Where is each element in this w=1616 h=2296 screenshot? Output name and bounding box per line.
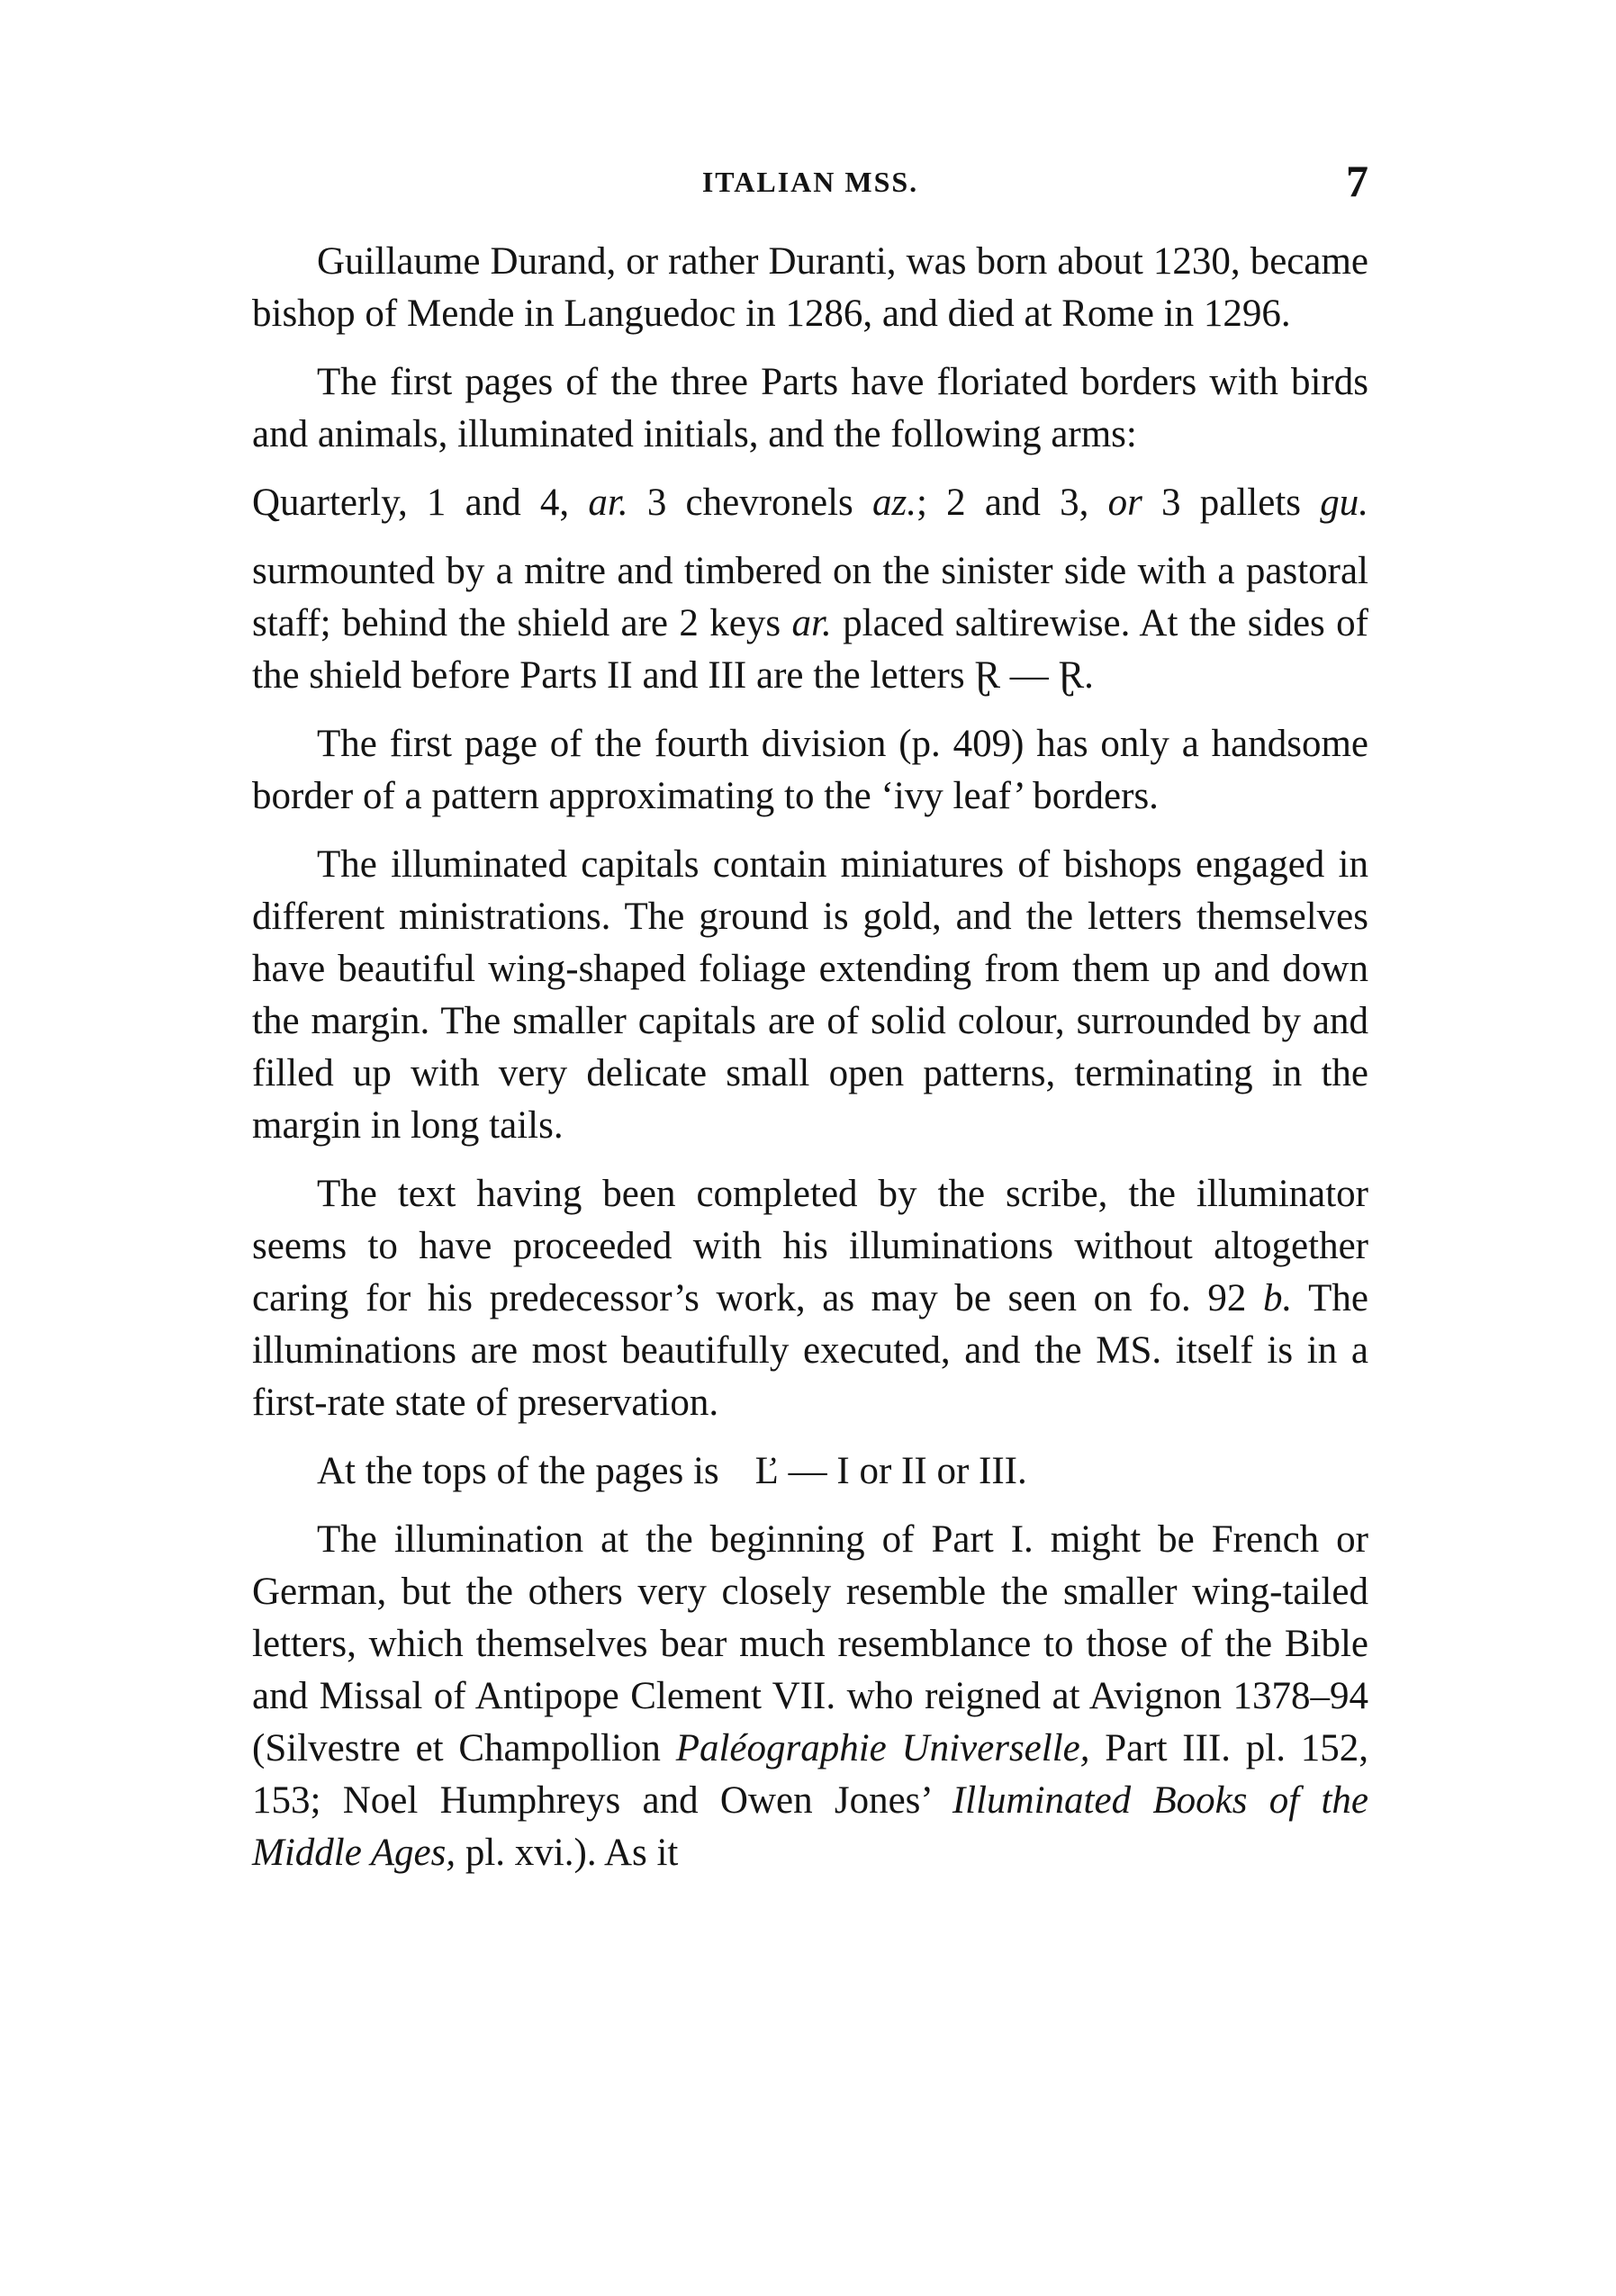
- text-run: The text having been completed by the scribe, the illuminator seems to have proceeded with his illuminations without altogether caring for his predecessor’s work, as may be seen on fo. 92: [252, 1173, 1368, 1319]
- text-run: ; 2 and 3,: [916, 482, 1108, 524]
- text-run: The illumination at the beginning of Part I. might be French or German, but the others very closely resemble the smaller wing-tailed letters, which themselves bear much resemblance to those of the Bible and Missal of Antipope Clement VII. who reigned at Avignon 1378–94 (Silvestre et Champollion: [252, 1518, 1368, 1769]
- paragraph-arms-blazon: [252, 477, 1368, 529]
- text-run: 3 pallets: [1142, 482, 1321, 524]
- italic-run: ar.: [588, 482, 628, 524]
- text-run: The illuminations are most beautifully executed, and the MS. itself is in a first-rate state of preservation.: [252, 1277, 1368, 1424]
- italic-run: Illuminated Books of the Middle Ages,: [252, 1779, 1368, 1874]
- paragraph-illumination: [252, 1514, 1368, 1879]
- text-run: placed saltirewise. At the sides of the shield before Parts II and III are the letters Ɽ — Ɽ.: [252, 602, 1368, 697]
- paragraph-page-tops: [252, 1445, 1368, 1498]
- body-text: [252, 236, 1368, 1895]
- text-run: pl. xvi.). As it: [456, 1832, 679, 1874]
- paragraph-durand: Guillaume Durand, or rather Duranti, was born about 1230, became bishop of Mende in Languedoc in 1286, and died at Rome in 1296.: [252, 240, 1368, 335]
- text-run: 3 chevronels: [627, 482, 872, 524]
- text-run: Ľ — I or II or III.: [754, 1450, 1027, 1492]
- paragraph-fourth-division: The first page of the fourth division (p. 409) has only a handsome border of a pattern approximating to the ‘ivy leaf’ borders.: [252, 723, 1368, 817]
- italic-run: or: [1107, 482, 1142, 524]
- italic-run: Paléographie Universelle,: [675, 1727, 1090, 1769]
- page-header: [252, 155, 1368, 209]
- text-run: Quarterly, 1 and 4,: [252, 482, 589, 524]
- running-head: ITALIAN MSS.: [701, 166, 919, 198]
- text-run: At the tops of the pages is: [317, 1450, 719, 1492]
- italic-run: gu.: [1320, 482, 1368, 524]
- text-run: Part III. pl. 152, 153; Noel Humphreys and Owen Jones’: [252, 1727, 1368, 1822]
- paragraph-first-pages: The first pages of the three Parts have floriated borders with birds and animals, illuminated initials, and the following arms:: [252, 361, 1368, 455]
- paragraph-scribe: [252, 1168, 1368, 1429]
- page-number: 7: [1346, 156, 1368, 206]
- italic-run: ar.: [791, 602, 832, 644]
- text-run: surmounted by a mitre and timbered on the sinister side with a pastoral staff; behind the shield are 2 keys: [252, 550, 1368, 644]
- paragraph-capitals: The illuminated capitals contain miniatures of bishops engaged in different ministrations. The ground is gold, and the letters themselves have beautiful wing-shaped foliage extending from them up and down the margin. The smaller capitals are of solid colour, surrounded by and filled up with very delicate small open patterns, terminating in the margin in long tails.: [252, 843, 1368, 1147]
- italic-run: b.: [1263, 1277, 1293, 1319]
- paragraph-mitre: [252, 545, 1368, 702]
- italic-run: az.: [872, 482, 916, 524]
